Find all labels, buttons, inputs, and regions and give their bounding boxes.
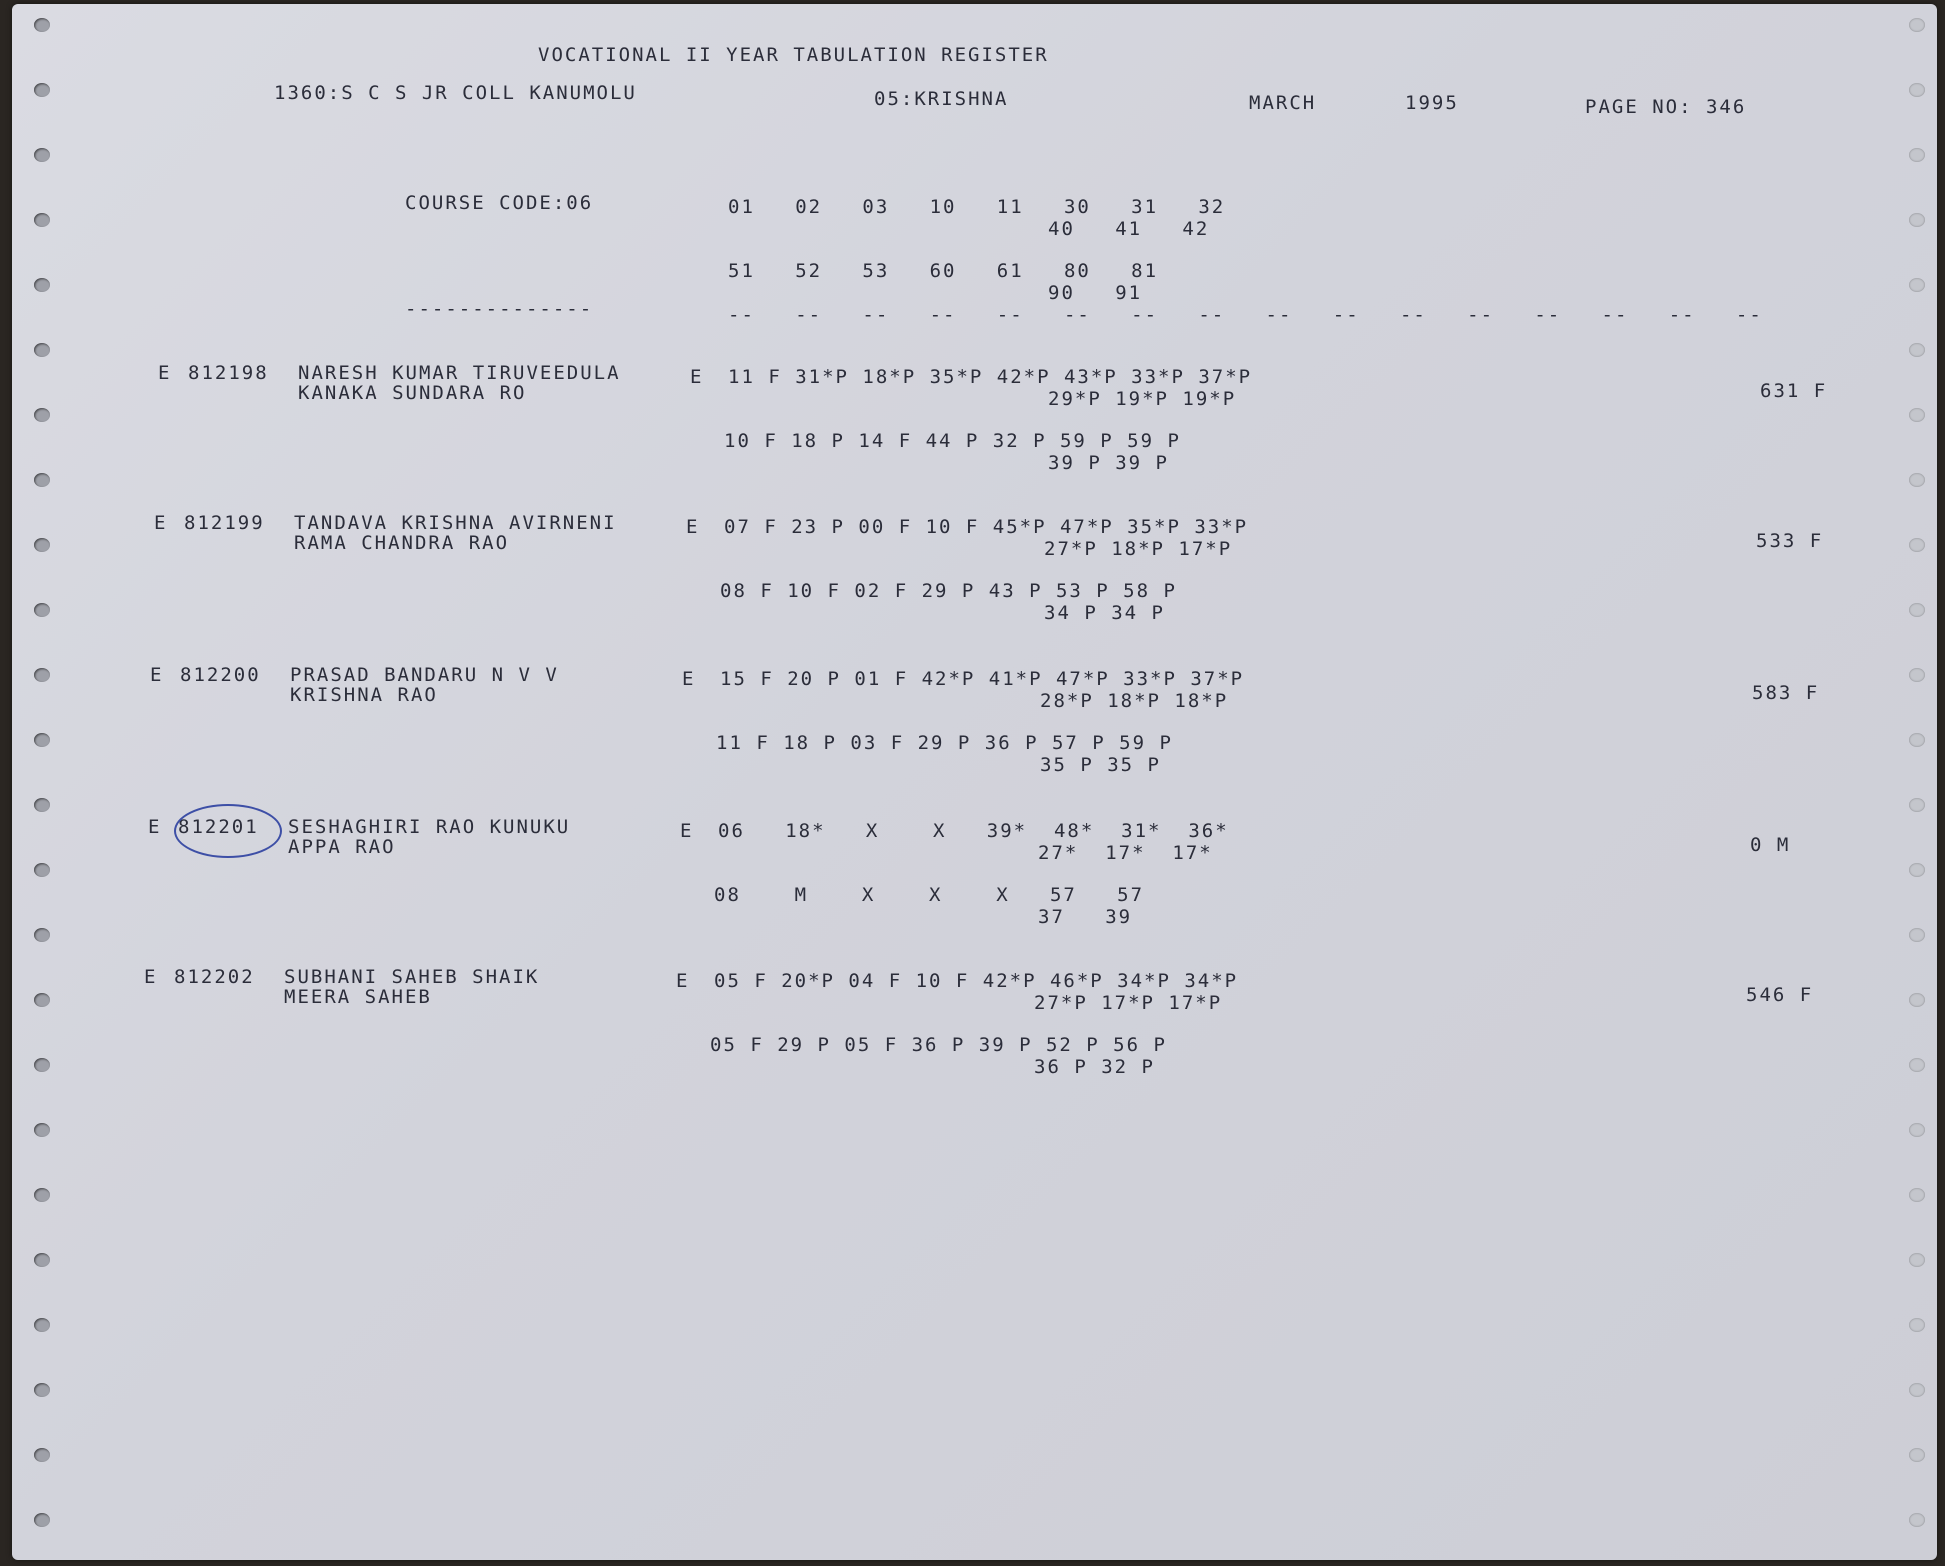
feed-hole bbox=[1909, 1058, 1925, 1072]
medium-code: E bbox=[682, 668, 696, 690]
feed-hole bbox=[34, 1058, 50, 1072]
feed-hole bbox=[1909, 1318, 1925, 1332]
feed-hole bbox=[34, 213, 50, 227]
hall-ticket-number: 812202 bbox=[174, 966, 255, 988]
marks-row1-continued: 27* 17* 17* bbox=[1038, 842, 1213, 864]
feed-hole bbox=[1909, 1383, 1925, 1397]
hall-ticket-number: 812201 bbox=[178, 816, 259, 838]
marks-row2-continued: 39 P 39 P bbox=[1048, 452, 1169, 474]
feed-hole bbox=[34, 473, 50, 487]
total-result: 631 F bbox=[1760, 380, 1828, 402]
feed-hole bbox=[34, 1123, 50, 1137]
tractor-feed-holes-right bbox=[1909, 18, 1931, 1546]
feed-hole bbox=[34, 993, 50, 1007]
feed-hole bbox=[34, 798, 50, 812]
marks-row2: 10 F 18 P 14 F 44 P 32 P 59 P 59 P bbox=[724, 430, 1181, 452]
total-result: 583 F bbox=[1752, 682, 1820, 704]
marks-row1: 11 F 31*P 18*P 35*P 42*P 43*P 33*P 37*P bbox=[728, 366, 1253, 388]
feed-hole bbox=[34, 733, 50, 747]
feed-hole bbox=[1909, 603, 1925, 617]
group-code: E bbox=[144, 966, 158, 988]
feed-hole bbox=[1909, 1188, 1925, 1202]
group-code: E bbox=[154, 512, 168, 534]
feed-hole bbox=[1909, 1448, 1925, 1462]
total-result: 0 M bbox=[1750, 834, 1791, 856]
student-name: SUBHANI SAHEB SHAIK bbox=[284, 966, 540, 988]
feed-hole bbox=[1909, 1513, 1925, 1527]
feed-hole bbox=[34, 668, 50, 682]
marks-row2-continued: 36 P 32 P bbox=[1034, 1056, 1155, 1078]
hall-ticket-number: 812198 bbox=[188, 362, 269, 384]
marks-row2-continued: 37 39 bbox=[1038, 906, 1133, 928]
feed-hole bbox=[1909, 213, 1925, 227]
tractor-feed-holes-left bbox=[34, 18, 56, 1546]
medium-code: E bbox=[686, 516, 700, 538]
marks-row2: 08 F 10 F 02 F 29 P 43 P 53 P 58 P bbox=[720, 580, 1177, 602]
feed-hole bbox=[34, 928, 50, 942]
course-code-label: COURSE CODE:06 bbox=[405, 192, 594, 214]
feed-hole bbox=[1909, 668, 1925, 682]
marks-row1: 15 F 20 P 01 F 42*P 41*P 47*P 33*P 37*P bbox=[720, 668, 1245, 690]
marks-row1: 06 18* X X 39* 48* 31* 36* bbox=[718, 820, 1229, 842]
marks-row1: 05 F 20*P 04 F 10 F 42*P 46*P 34*P 34*P bbox=[714, 970, 1239, 992]
marks-row1-continued: 28*P 18*P 18*P bbox=[1040, 690, 1229, 712]
feed-hole bbox=[1909, 733, 1925, 747]
page-number: PAGE NO: 346 bbox=[1585, 96, 1747, 118]
feed-hole bbox=[1909, 148, 1925, 162]
feed-hole bbox=[34, 83, 50, 97]
medium-code: E bbox=[690, 366, 704, 388]
group-code: E bbox=[158, 362, 172, 384]
feed-hole bbox=[34, 1513, 50, 1527]
feed-hole bbox=[34, 1318, 50, 1332]
exam-year: 1995 bbox=[1405, 92, 1459, 114]
feed-hole bbox=[1909, 993, 1925, 1007]
feed-hole bbox=[1909, 928, 1925, 942]
subject-codes-row1b: 40 41 42 bbox=[1048, 218, 1210, 240]
feed-hole bbox=[34, 18, 50, 32]
marks-row1: 07 F 23 P 00 F 10 F 45*P 47*P 35*P 33*P bbox=[724, 516, 1249, 538]
group-code: E bbox=[150, 664, 164, 686]
feed-hole bbox=[34, 1253, 50, 1267]
student-name-line2: KRISHNA RAO bbox=[290, 684, 438, 706]
feed-hole bbox=[1909, 863, 1925, 877]
total-result: 546 F bbox=[1746, 984, 1814, 1006]
feed-hole bbox=[1909, 83, 1925, 97]
subject-codes-row2b: 90 91 bbox=[1048, 282, 1143, 304]
feed-hole bbox=[1909, 1123, 1925, 1137]
feed-hole bbox=[1909, 473, 1925, 487]
marks-row2-continued: 35 P 35 P bbox=[1040, 754, 1161, 776]
feed-hole bbox=[34, 863, 50, 877]
marks-row1-continued: 27*P 17*P 17*P bbox=[1034, 992, 1223, 1014]
total-result: 533 F bbox=[1756, 530, 1824, 552]
feed-hole bbox=[34, 1383, 50, 1397]
marks-row2-continued: 34 P 34 P bbox=[1044, 602, 1165, 624]
feed-hole bbox=[1909, 798, 1925, 812]
feed-hole bbox=[34, 1188, 50, 1202]
marks-row2: 05 F 29 P 05 F 36 P 39 P 52 P 56 P bbox=[710, 1034, 1167, 1056]
feed-hole bbox=[1909, 1253, 1925, 1267]
medium-code: E bbox=[680, 820, 694, 842]
feed-hole bbox=[1909, 408, 1925, 422]
exam-month: MARCH bbox=[1249, 92, 1317, 114]
feed-hole bbox=[34, 408, 50, 422]
student-name-line2: APPA RAO bbox=[288, 836, 396, 858]
student-name: TANDAVA KRISHNA AVIRNENI bbox=[294, 512, 617, 534]
feed-hole bbox=[34, 538, 50, 552]
student-name-line2: MEERA SAHEB bbox=[284, 986, 432, 1008]
hall-ticket-number: 812199 bbox=[184, 512, 265, 534]
marks-row2: 11 F 18 P 03 F 29 P 36 P 57 P 59 P bbox=[716, 732, 1173, 754]
feed-hole bbox=[1909, 18, 1925, 32]
student-name: PRASAD BANDARU N V V bbox=[290, 664, 559, 686]
student-name: SESHAGHIRI RAO KUNUKU bbox=[288, 816, 571, 838]
hall-ticket-number: 812200 bbox=[180, 664, 261, 686]
register-title: VOCATIONAL II YEAR TABULATION REGISTER bbox=[538, 44, 1049, 66]
feed-hole bbox=[34, 1448, 50, 1462]
feed-hole bbox=[34, 278, 50, 292]
feed-hole bbox=[34, 343, 50, 357]
register-sheet bbox=[12, 4, 1937, 1560]
medium-code: E bbox=[676, 970, 690, 992]
subject-codes-row2: 51 52 53 60 61 80 81 bbox=[728, 260, 1159, 282]
marks-row2: 08 M X X X 57 57 bbox=[714, 884, 1145, 906]
underline-right: -- -- -- -- -- -- -- -- -- -- -- -- -- -- -- -- bbox=[728, 304, 1763, 326]
feed-hole bbox=[34, 603, 50, 617]
underline-left: -------------- bbox=[405, 298, 594, 320]
marks-row1-continued: 29*P 19*P 19*P bbox=[1048, 388, 1237, 410]
student-name-line2: RAMA CHANDRA RAO bbox=[294, 532, 510, 554]
group-code: E bbox=[148, 816, 162, 838]
student-name-line2: KANAKA SUNDARA RO bbox=[298, 382, 527, 404]
subject-codes-row1: 01 02 03 10 11 30 31 32 bbox=[728, 196, 1226, 218]
feed-hole bbox=[34, 148, 50, 162]
feed-hole bbox=[1909, 343, 1925, 357]
feed-hole bbox=[1909, 538, 1925, 552]
student-name: NARESH KUMAR TIRUVEEDULA bbox=[298, 362, 621, 384]
college-name: 1360:S C S JR COLL KANUMOLU bbox=[274, 82, 637, 104]
marks-row1-continued: 27*P 18*P 17*P bbox=[1044, 538, 1233, 560]
feed-hole bbox=[1909, 278, 1925, 292]
handwritten-circle-mark bbox=[174, 804, 282, 858]
district-name: 05:KRISHNA bbox=[874, 88, 1009, 110]
